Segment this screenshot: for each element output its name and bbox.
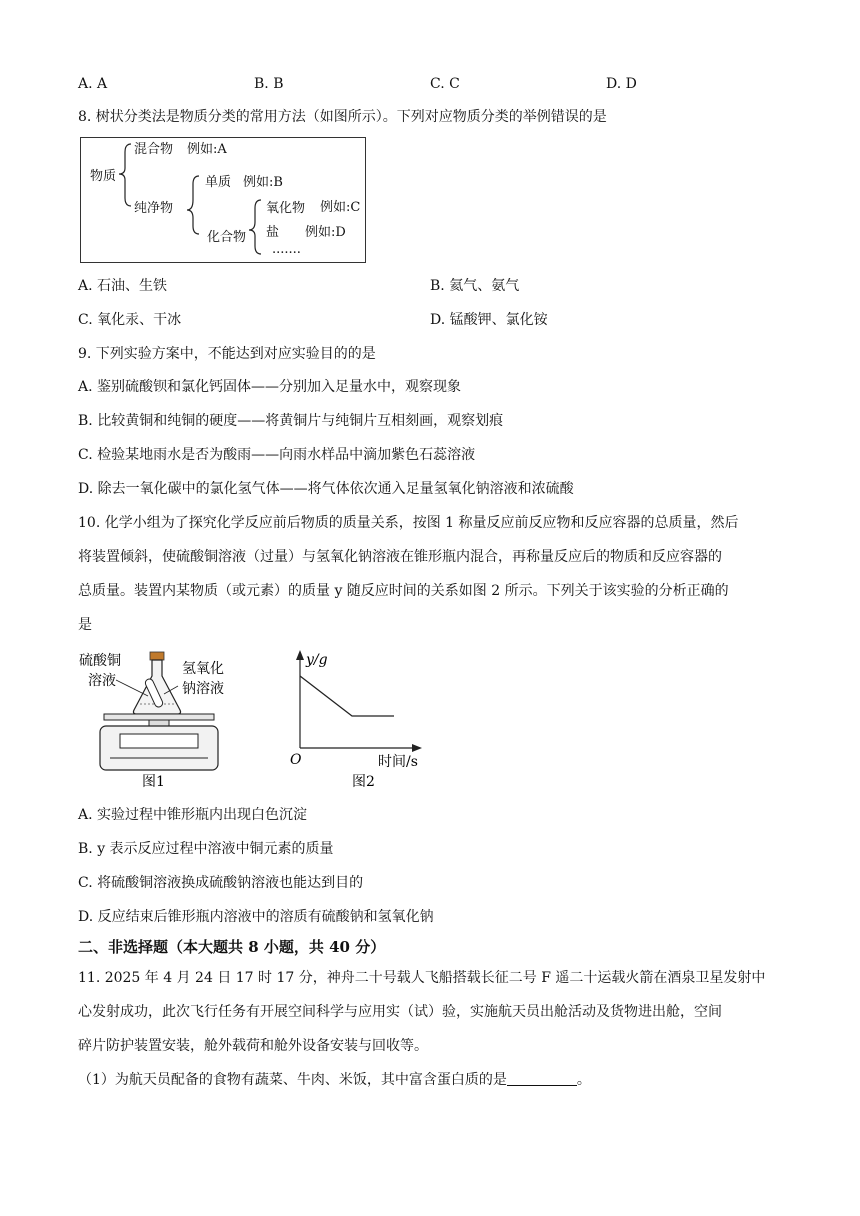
fig1-label-copper-sulfate: 硫酸铜 (79, 653, 121, 669)
tree-oxide: 氧化物 (266, 201, 306, 216)
q11-sub1-text: （1）为航天员配备的食物有蔬菜、牛肉、米饭，其中富含蛋白质的是 (78, 1072, 507, 1088)
tree-root: 物质 (90, 169, 117, 184)
q10-option-c: C. 将硫酸铜溶液换成硫酸钠溶液也能达到目的 (78, 875, 364, 891)
q7-option-c: C. C (430, 76, 460, 92)
q10-option-a: A. 实验过程中锥形瓶内出现白色沉淀 (78, 807, 308, 823)
q10-stem-line-1: 10. 化学小组为了探究化学反应前后物质的质量关系，按图 1 称量反应前反应物和反应容器的总质量，然后 (78, 515, 739, 531)
q10-option-b: B. y 表示反应过程中溶液中铜元素的质量 (78, 841, 334, 857)
figure-2-graph (286, 648, 426, 788)
tree-oxide-example: 例如:C (320, 200, 361, 215)
tree-ellipsis: ....... (272, 242, 301, 257)
q10-stem-line-4: 是 (78, 617, 92, 633)
q9-option-c: C. 检验某地雨水是否为酸雨——向雨水样品中滴加紫色石蕊溶液 (78, 447, 476, 463)
fig1-caption: 图1 (142, 774, 165, 788)
fig1-label-naoh-solution: 钠溶液 (182, 681, 224, 697)
section-2-title: 二、非选择题（本大题共 8 小题，共 40 分） (78, 938, 386, 956)
q10-stem-line-2: 将装置倾斜，使硫酸铜溶液（过量）与氢氧化钠溶液在锥形瓶内混合，再称量反应后的物质和反应容器的 (78, 549, 722, 565)
classification-tree-diagram (80, 137, 366, 263)
mass-curve (300, 676, 394, 716)
balance-display (120, 734, 198, 748)
tree-mixture: 混合物 (134, 142, 174, 157)
tree-mixture-example: 例如:A (187, 142, 227, 157)
q11-stem-line-1: 11. 2025 年 4 月 24 日 17 时 17 分，神舟二十号载人飞船搭载长征二号 F 遥二十运载火箭在酒泉卫星发射中 (78, 970, 766, 986)
balance-pan (104, 714, 214, 720)
q9-option-d: D. 除去一氧化碳中的氯化氢气体——将气体依次通入足量氢氧化钠溶液和浓硫酸 (78, 481, 574, 497)
tree-element-example: 例如:B (243, 175, 283, 190)
fig1-label-solution: 溶液 (88, 673, 116, 689)
q11-stem-line-2: 心发射成功，此次飞行任务有开展空间科学与应用实（试）验，实施航天员出舱活动及货物进出舱，空间 (78, 1004, 722, 1020)
q7-option-d: D. D (606, 76, 637, 92)
y-axis-label: y/g (306, 652, 328, 668)
x-axis-label: 时间/s (378, 754, 418, 770)
tree-salt: 盐 (266, 225, 280, 240)
q10-option-d: D. 反应结束后锥形瓶内溶液中的溶质有硫酸钠和氢氧化钠 (78, 909, 434, 925)
figure-1-balance (74, 648, 254, 788)
q10-stem-line-3: 总质量。装置内某物质（或元素）的质量 y 随反应时间的关系如图 2 所示。下列关于该实验的分析正确的 (78, 583, 729, 599)
q8-option-d: D. 锰酸钾、氯化铵 (430, 312, 548, 328)
q11-stem-line-3: 碎片防护装置安装，舱外载荷和舱外设备安装与回收等。 (78, 1038, 428, 1054)
origin-label: O (290, 752, 302, 768)
fig2-caption: 图2 (352, 774, 375, 788)
q9-stem: 9. 下列实验方案中，不能达到对应实验目的的是 (78, 346, 376, 362)
q8-option-c: C. 氧化汞、干冰 (78, 312, 182, 328)
q11-answer-blank[interactable] (507, 1071, 577, 1086)
tree-salt-example: 例如:D (305, 225, 346, 240)
fig1-label-sodium-hydroxide: 氢氧化 (182, 661, 224, 677)
q7-option-a: A. A (78, 76, 108, 92)
q9-option-b: B. 比较黄铜和纯铜的硬度——将黄铜片与纯铜片互相刻画，观察划痕 (78, 413, 504, 429)
tree-element: 单质 (205, 175, 232, 190)
q8-option-a: A. 石油、生铁 (78, 278, 168, 294)
q8-option-b: B. 氦气、氨气 (430, 278, 520, 294)
flask-stopper (150, 652, 164, 660)
q8-stem: 8. 树状分类法是物质分类的常用方法（如图所示）。下列对应物质分类的举例错误的是 (78, 109, 607, 125)
q7-option-b: B. B (254, 76, 284, 92)
q11-sub1-end: 。 (576, 1072, 591, 1088)
q9-option-a: A. 鉴别硫酸钡和氯化钙固体——分别加入足量水中，观察现象 (78, 379, 462, 395)
tree-pure: 纯净物 (134, 201, 174, 216)
q11-sub1 (78, 1070, 591, 1090)
tree-compound: 化合物 (207, 230, 247, 245)
